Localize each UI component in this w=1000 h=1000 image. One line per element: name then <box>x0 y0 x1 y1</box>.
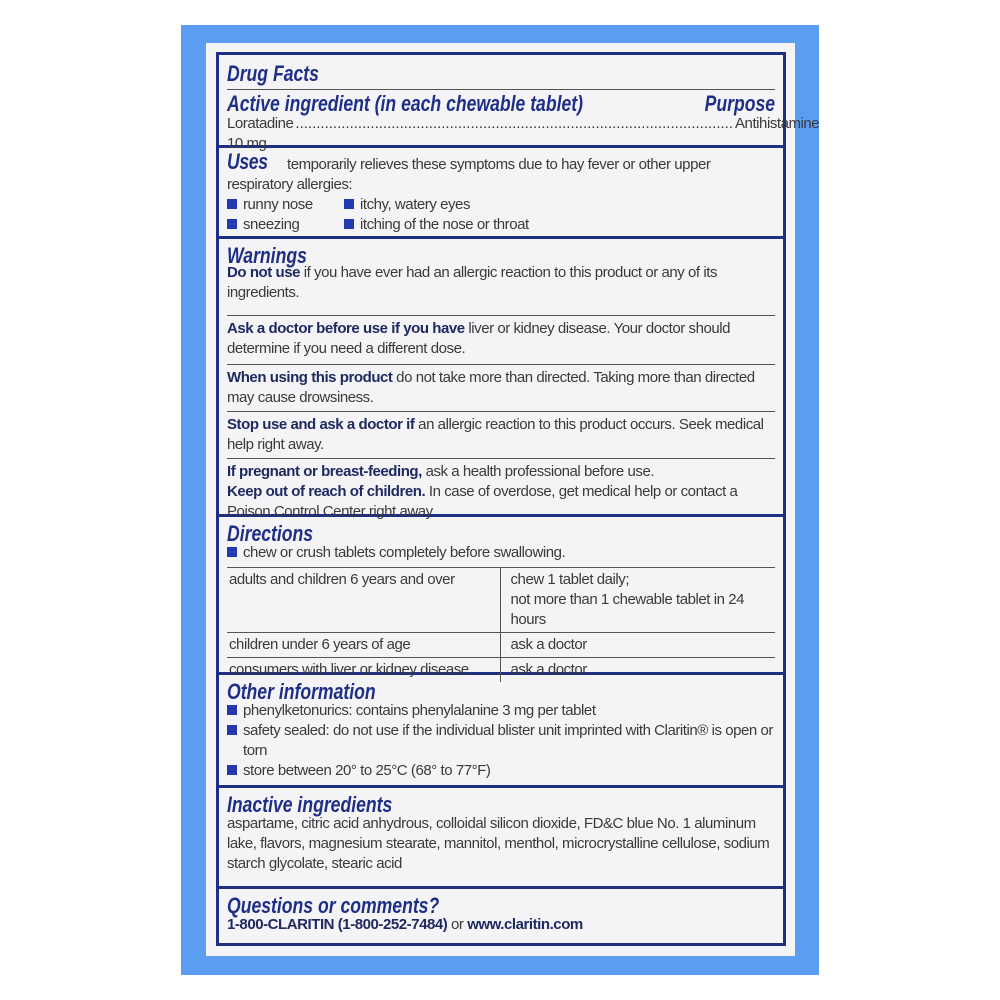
bullet-icon <box>227 725 237 735</box>
other-item: safety sealed: do not use if the individual blister unit imprinted with Claritin® is open or torn <box>227 721 775 761</box>
uses-text: temporarily relieves these symptoms due to hay fever or other upper <box>287 156 711 173</box>
directions-bullet: chew or crush tablets completely before swallowing. <box>227 543 775 563</box>
bullet-icon <box>227 547 237 557</box>
table-row: adults and children 6 years and over chew 1 tablet daily; not more than 1 chewable tablet in 24 hours <box>227 568 775 633</box>
phone-number: 1-800-CLARITIN (1-800-252-7484) <box>227 916 448 933</box>
directions-section <box>219 517 783 678</box>
website-link[interactable]: www.claritin.com <box>467 916 583 933</box>
active-ingredient-heading: Active ingredient (in each chewable tablet) <box>227 91 583 116</box>
use-item: runny nose <box>227 195 344 215</box>
uses-text-2: respiratory allergies: <box>227 176 353 193</box>
warning-item: Do not use if you have ever had an allergic reaction to this product or any of its ingredients. <box>227 264 718 301</box>
directions-heading: Directions <box>227 521 314 546</box>
inactive-ingredients-section <box>219 788 783 889</box>
uses-heading: Uses <box>227 149 268 174</box>
uses-section <box>219 148 783 239</box>
bullet-icon <box>344 199 354 209</box>
directions-table <box>227 567 775 682</box>
use-item: itching of the nose or throat <box>344 215 775 235</box>
warning-item: Keep out of reach of children. In case of overdose, get medical help or contact a Poison Control Center right away. <box>227 483 738 520</box>
questions-section: Questions or comments? 1-800-CLARITIN (1-800-252-7484) or www.claritin.com <box>227 893 583 933</box>
active-ingredient-section <box>219 55 820 152</box>
purpose-heading: Purpose <box>704 91 775 116</box>
warning-item: When using this product do not take more than directed. Taking more than directed may cause drowsiness. <box>227 364 775 408</box>
table-row: children under 6 years of age ask a doctor <box>227 633 775 658</box>
warning-item: If pregnant or breast-feeding, ask a health professional before use. <box>227 458 775 482</box>
use-item: sneezing <box>227 215 344 235</box>
purpose: Antihistamine <box>735 115 820 132</box>
other-information-heading: Other information <box>227 679 376 704</box>
warnings-section <box>219 239 783 520</box>
other-information-section <box>219 675 783 788</box>
use-item: itchy, watery eyes <box>344 195 775 215</box>
other-item: phenylketonurics: contains phenylalanine 3 mg per tablet <box>227 701 775 721</box>
bullet-icon <box>344 219 354 229</box>
warning-item: Stop use and ask a doctor if an allergic reaction to this product occurs. Seek medical help right away. <box>227 411 775 455</box>
bullet-icon <box>227 219 237 229</box>
other-item: store between 20° to 25°C (68° to 77°F) <box>227 761 775 781</box>
inactive-ingredients-text: aspartame, citric acid anhydrous, colloidal silicon dioxide, FD&C blue No. 1 aluminum lake, flavors, magnesium stearate, mannitol, menthol, microcrystalline cellulose, sodium starch glycolate, stearic acid <box>227 815 770 872</box>
bullet-icon <box>227 199 237 209</box>
bullet-icon <box>227 705 237 715</box>
table-row: consumers with liver or kidney disease ask a doctor <box>227 658 775 683</box>
bullet-icon <box>227 765 237 775</box>
dot-leader: ......................................................................................................... <box>295 115 733 132</box>
drug-facts-title: Drug Facts <box>227 61 319 86</box>
warnings-heading: Warnings <box>227 243 307 268</box>
inactive-ingredients-heading: Inactive ingredients <box>227 792 393 817</box>
warning-item: Ask a doctor before use if you have liver or kidney disease. Your doctor should determine if you need a different dose. <box>227 315 775 361</box>
questions-heading: Questions or comments? <box>227 893 440 918</box>
ingredient: Loratadine 10 mg <box>227 115 294 152</box>
drug-facts-panel <box>216 52 820 946</box>
